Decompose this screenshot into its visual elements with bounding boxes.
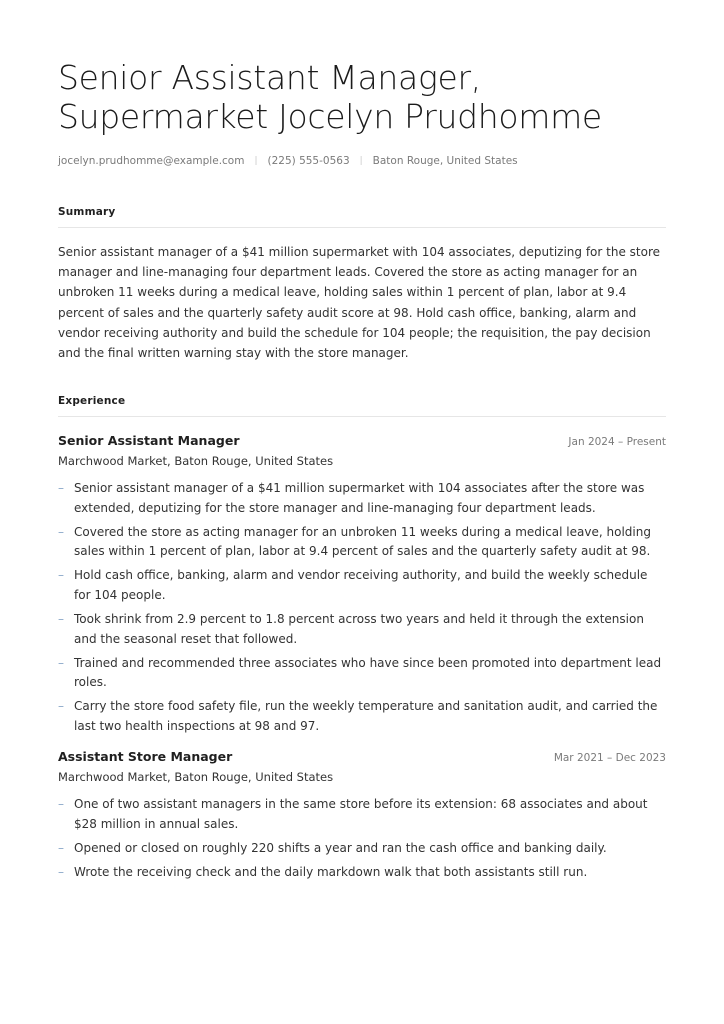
summary-heading: Summary: [58, 206, 666, 228]
contact-line: [58, 153, 666, 169]
bullet-dash: –: [58, 568, 64, 583]
experience-heading: Experience: [58, 395, 666, 417]
job-company: Marchwood Market, Baton Rouge, United States: [58, 770, 334, 785]
bullet-text: Trained and recommended three associates who have since been promoted into department lead roles.: [74, 655, 662, 690]
bullet-item: [58, 863, 666, 883]
contact-phone[interactable]: (225) 555-0563: [267, 155, 350, 167]
experience-section: [58, 395, 666, 882]
job-title: Assistant Store Manager: [58, 749, 233, 765]
job-title: Senior Assistant Manager: [58, 433, 240, 449]
bullet-dash: –: [58, 840, 64, 855]
job-entry: [58, 433, 666, 736]
bullet-dash: –: [58, 864, 64, 879]
bullet-text: Took shrink from 2.9 percent to 1.8 percent across two years and held it through the extension and the seasonal reset that followed.: [74, 612, 644, 646]
bullet-text: Senior assistant manager of a $41 million supermarket with 104 associates after the store was extended, deputizing for the store manager and line-managing four department leads.: [74, 481, 645, 515]
contact-separator: |: [254, 156, 258, 166]
bullet-item: [58, 610, 666, 649]
bullet-dash: –: [58, 797, 64, 812]
job-bullets: [58, 479, 666, 736]
page-title: Senior Assistant Manager, Supermarket Jocelyn Prudhomme: [58, 58, 602, 136]
bullet-item: [58, 697, 666, 736]
job-header: [58, 749, 666, 767]
bullet-text: Covered the store as acting manager for an unbroken 11 weeks during a medical leave, holding sales within 1 percent of plan, labor at 9.4 percent of sales and the quarterly safety audit at 98.: [74, 524, 651, 559]
job-header: [58, 433, 666, 451]
summary-section: [58, 206, 666, 363]
bullet-item: [58, 523, 666, 562]
bullet-dash: –: [58, 699, 64, 714]
bullet-text: Wrote the receiving check and the daily markdown walk that both assistants still run.: [74, 864, 588, 879]
bullet-item: [58, 839, 666, 859]
bullet-text: Opened or closed on roughly 220 shifts a year and ran the cash office and banking daily.: [74, 840, 607, 855]
job-dates: Mar 2021 – Dec 2023: [553, 752, 666, 765]
job-dates: Jan 2024 – Present: [568, 436, 666, 449]
bullet-text: Hold cash office, banking, alarm and vendor receiving authority, and build the weekly schedule for 104 people.: [74, 568, 648, 602]
bullet-item: [58, 654, 666, 693]
bullet-dash: –: [58, 655, 64, 670]
bullet-text: Carry the store food safety file, run the weekly temperature and sanitation audit, and carried the last two health inspections at 98 and 97.: [74, 699, 658, 733]
job-company: Marchwood Market, Baton Rouge, United States: [58, 454, 334, 469]
bullet-item: [58, 479, 666, 518]
contact-separator: |: [359, 156, 363, 166]
contact-email[interactable]: jocelyn.prudhomme@example.com: [58, 155, 245, 167]
bullet-item: [58, 795, 666, 834]
bullet-dash: –: [58, 481, 64, 496]
summary-text: Senior assistant manager of a $41 million supermarket with 104 associates, deputizing for the store manager and line-managing four department leads. Covered the store as acting manager for an unbroken 11 weeks during a medical leave, holding sales within 1 percent of plan, labor at 9.4 percent of sales and the quarterly safety audit score at 98. Hold cash office, banking, alarm and vendor receiving authority and build the schedule for 104 people; the requisition, the pay decision and the final written warning stay with the store manager.: [58, 245, 660, 361]
bullet-text: One of two assistant managers in the same store before its extension: 68 associates and about $28 million in annual sales.: [74, 797, 648, 831]
bullet-dash: –: [58, 612, 64, 626]
bullet-dash: –: [58, 524, 64, 539]
bullet-item: [58, 566, 666, 605]
contact-location: Baton Rouge, United States: [372, 155, 518, 167]
job-entry: [58, 749, 666, 882]
job-bullets: [58, 795, 666, 882]
